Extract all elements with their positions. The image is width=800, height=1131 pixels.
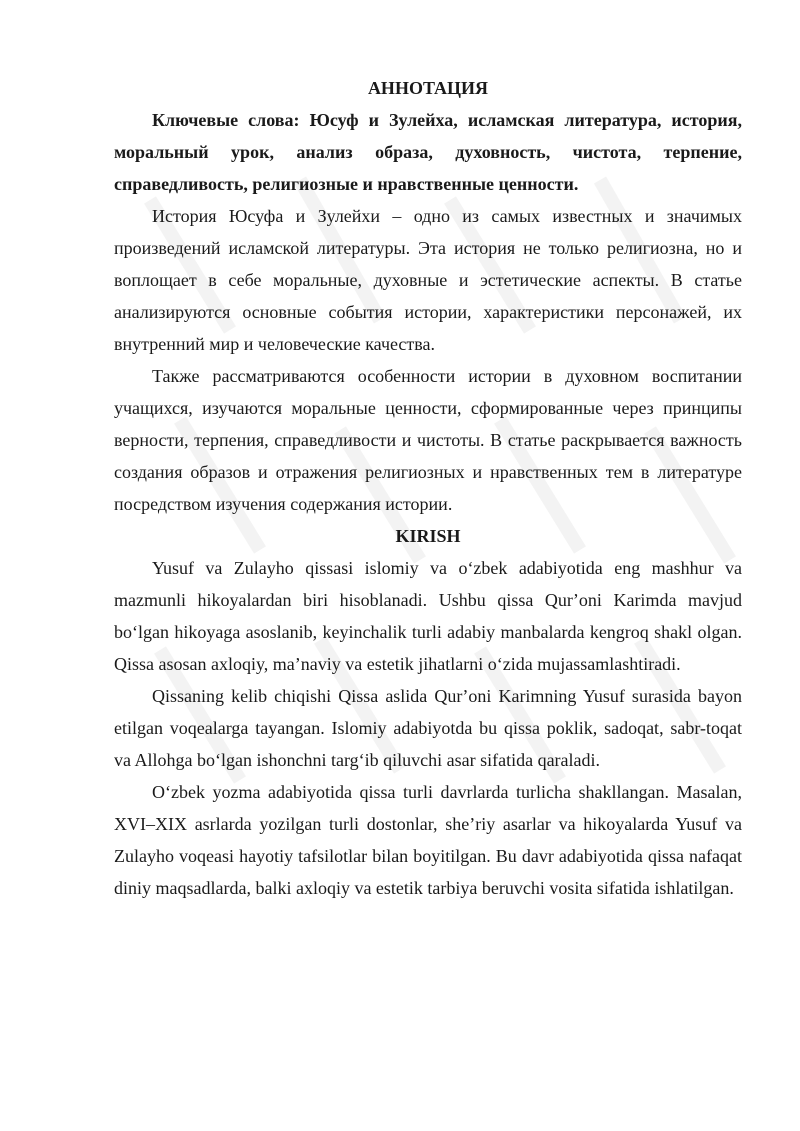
keywords-label: Ключевые слова: [152, 110, 300, 130]
kirish-paragraph-3: Oʻzbek yozma adabiyotida qissa turli davrlarda turlicha shakllangan. Masalan, XVI–XIX asrlarda yozilgan turli dostonlar, sheʼriy asarlar va hikoyalarda Yusuf va Zulayho voqeasi hayotiy tafsilotlar bilan boyitilgan. Bu davr adabiyotida qissa nafaqat diniy maqsadlarda, balki axloqiy va estetik tarbiya beruvchi vosita sifatida ishlatilgan. [114, 782, 742, 898]
kirish-title: KIRISH [395, 526, 461, 546]
kirish-paragraph-1: Yusuf va Zulayho qissasi islomiy va oʻzbek adabiyotida eng mashhur va mazmunli hikoyalardan biri hisoblanadi. Ushbu qissa Qurʼoni Karimda mavjud boʻlgan hikoyaga asoslanib, keyinchalik turli adabiy manbalarda kengroq shakl olgan. Qissa asosan axloqiy, maʼnaviy va estetik jihatlarni oʻzida mujassamlashtiradi. [114, 558, 742, 674]
keywords-paragraph [114, 104, 742, 200]
annotation-title: АННОТАЦИЯ [367, 78, 489, 98]
annotation-paragraph-2: Также рассматриваются особенности истории в духовном воспитании учащихся, изучаются моральные ценности, сформированные через принципы верности, терпения, справедливости и чистоты. В статье раскрывается важность создания образов и отражения религиозных и нравственных тем в литературе посредством изучения содержания истории. [114, 366, 742, 514]
keywords-text: Юсуф и Зулейха, исламская литература, история, моральный урок, анализ образа, духовность, чистота, терпение, справедливость, религиозные и нравственные ценности. [114, 110, 743, 194]
kirish-paragraph-2: Qissaning kelib chiqishi Qissa aslida Qurʼoni Karimning Yusuf surasida bayon etilgan voqealarga tayangan. Islomiy adabiyotda bu qissa poklik, sadoqat, sabr-toqat va Allohga boʻlgan ishonchni targʻib qiluvchi asar sifatida qaraladi. [114, 686, 742, 770]
document-page [114, 72, 742, 904]
annotation-paragraph-1: История Юсуфа и Зулейхи – одно из самых известных и значимых произведений исламской литературы. Эта история не только религиозна, но и воплощает в себе моральные, духовные и эстетические аспекты. В статье анализируются основные события истории, характеристики персонажей, их внутренний мир и человеческие качества. [114, 206, 742, 354]
